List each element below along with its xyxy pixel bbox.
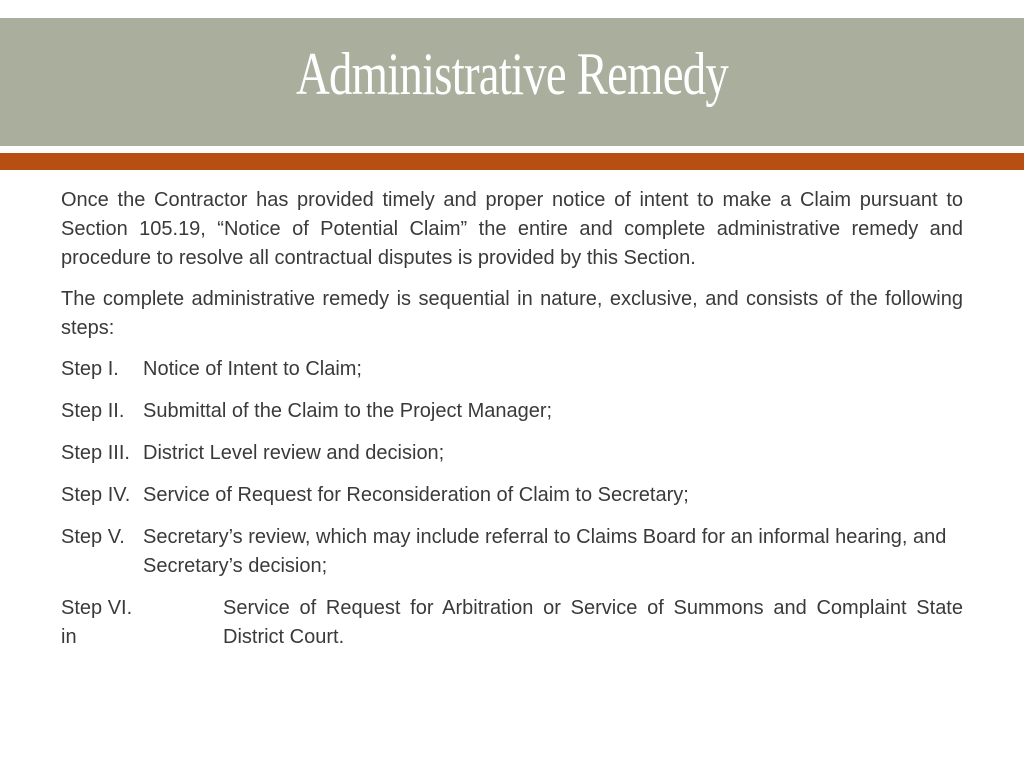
step-label: Step II. — [61, 400, 125, 422]
step-item — [61, 397, 963, 426]
step-text: Service of Request for Arbitration or Service of Summons and Complaint State District Court. — [223, 597, 963, 648]
step-text: District Level review and decision; — [143, 442, 445, 464]
step-item — [61, 523, 963, 581]
step-text: Service of Request for Reconsideration of Claim to Secretary; — [143, 484, 689, 506]
accent-bar — [0, 153, 1024, 170]
step-item — [61, 439, 963, 468]
slide-body — [61, 186, 963, 652]
steps-intro-paragraph: The complete administrative remedy is sequential in nature, exclusive, and consists of the following steps: — [61, 288, 963, 339]
step-item — [61, 355, 963, 384]
slide-title: Administrative Remedy — [295, 41, 729, 107]
step-label-continued: in — [61, 626, 77, 648]
step-label: Step V. — [61, 526, 125, 548]
step-text: Submittal of the Claim to the Project Manager; — [143, 400, 553, 422]
step-label: Step IV. — [61, 484, 131, 506]
step-item — [61, 594, 963, 652]
step-label: Step VI. — [61, 597, 133, 619]
intro-paragraph: Once the Contractor has provided timely and proper notice of intent to make a Claim pursuant to Section 105.19, “Notice of Potential Claim” the entire and complete administrative remedy and procedure to resolve all contractual disputes is provided by this Section. — [61, 189, 963, 269]
step-text: Notice of Intent to Claim; — [143, 358, 362, 380]
step-label: Step I. — [61, 358, 119, 380]
step-text: Secretary’s review, which may include referral to Claims Board for an informal hearing, and Secretary’s decision; — [143, 526, 947, 577]
step-item — [61, 481, 963, 510]
step-label: Step III. — [61, 442, 130, 464]
